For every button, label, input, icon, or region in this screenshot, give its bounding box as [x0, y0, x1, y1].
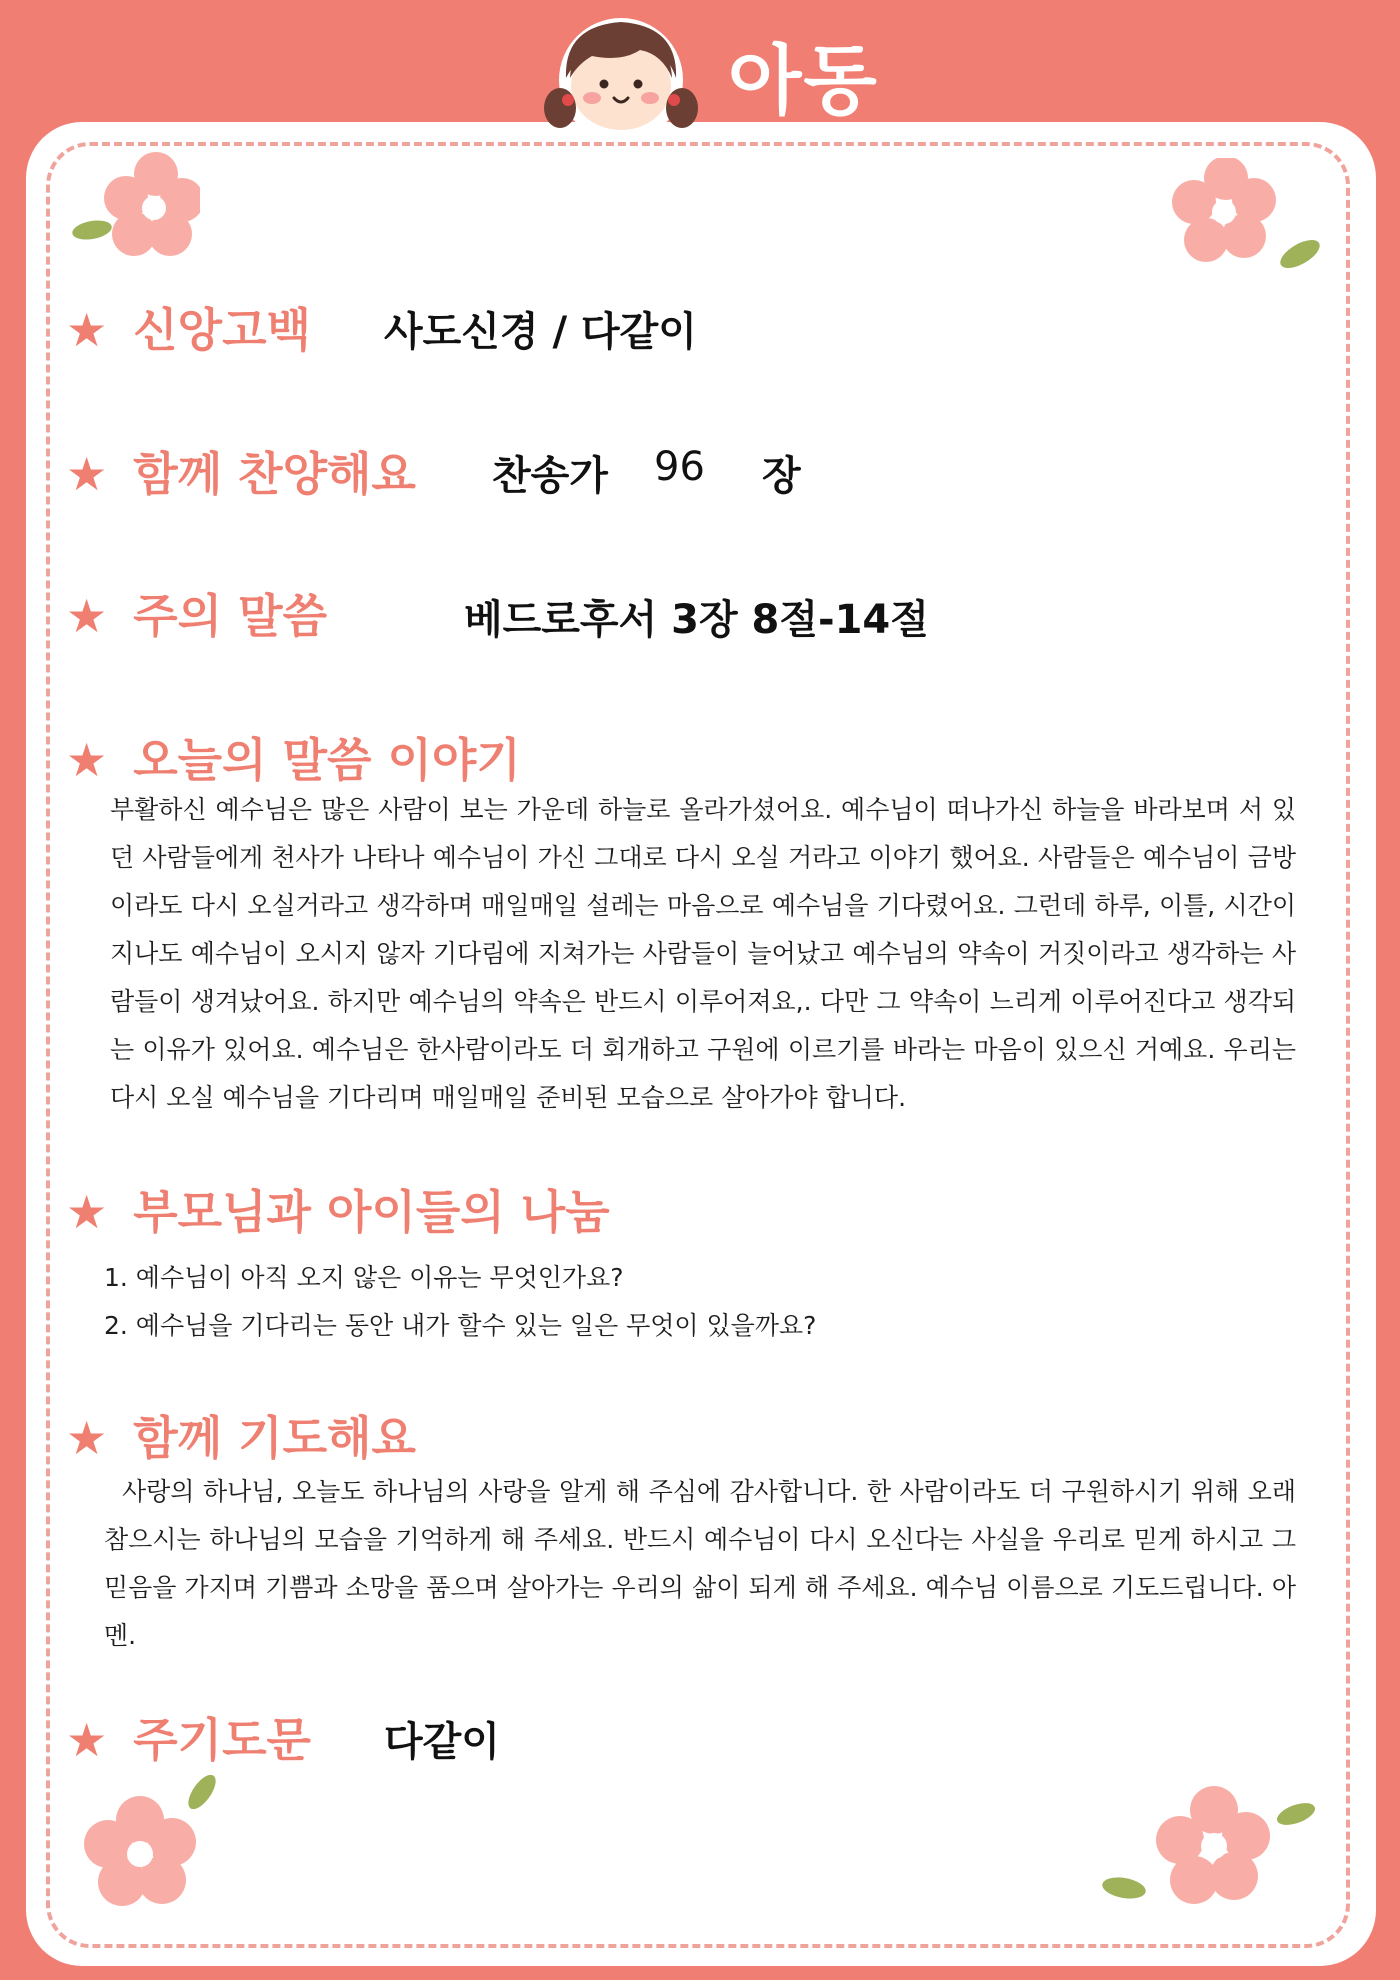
section-sharing-heading	[66, 1176, 610, 1242]
story-heading-label: 오늘의 말씀 이야기	[133, 733, 521, 787]
question-list	[104, 1254, 1104, 1350]
star-icon: ★	[66, 1411, 108, 1465]
star-icon: ★	[66, 1185, 108, 1239]
star-icon: ★	[66, 447, 108, 501]
creed-heading-label: 신앙고백	[133, 303, 311, 357]
star-icon: ★	[66, 589, 108, 643]
flower-icon	[80, 1770, 230, 1920]
flower-icon	[1094, 1780, 1324, 1920]
story-text: 부활하신 예수님은 많은 사람이 보는 가운데 하늘로 올라가셨어요. 예수님이 떠나가신 하늘을 바라보며 서 있던 사람들에게 천사가 나타나 예수님이 가신 그대로 다시 오실 거라고 이야기 했어요. 사람들은 예수님이 금방이라도 다시 오실거라고 생각하며 매일매일 설레는 마음으로 예수님을 기다렸어요. 그런데 하루, 이틀, 시간이 지나도 예수님이 오시지 않자 기다림에 지쳐가는 사람들이 늘어났고 예수님의 약속이 거짓이라고 생각하는 사람들이 생겨났어요. 하지만 예수님의 약속은 반드시 이루어져요,. 다만 그 약속이 느리게 이루어진다고 생각되는 이유가 있어요. 예수님은 한사람이라도 더 회개하고 구원에 이르기를 바라는 마음이 있으신 거예요. 우리는 다시 오실 예수님을 기다리며 매일매일 준비된 모습으로 살아가야 합니다.	[110, 795, 1296, 1112]
girl-mascot-icon	[530, 4, 712, 142]
page-title: 아동	[728, 36, 879, 125]
star-icon: ★	[66, 733, 108, 787]
star-icon: ★	[66, 303, 108, 357]
section-creed-heading	[66, 294, 311, 360]
lords-prayer-heading-label: 주기도문	[133, 1713, 311, 1767]
section-prayer-heading	[66, 1402, 416, 1468]
list-item: 1. 예수님이 아직 오지 않은 이유는 무엇인가요?	[104, 1263, 624, 1292]
section-scripture-heading	[66, 580, 327, 646]
scripture-heading-label: 주의 말씀	[133, 589, 328, 643]
section-story-heading	[66, 724, 521, 790]
creed-value: 사도신경 / 다같이	[384, 309, 697, 355]
hymn-number: 96	[654, 444, 705, 490]
hymn-unit: 장	[762, 453, 801, 499]
flower-icon	[1168, 158, 1326, 274]
flower-icon	[70, 152, 200, 264]
praise-heading-label: 함께 찬양해요	[133, 447, 416, 501]
lords-prayer-value: 다같이	[384, 1719, 500, 1765]
star-icon: ★	[66, 1713, 108, 1767]
section-praise-heading	[66, 438, 416, 504]
prayer-heading-label: 함께 기도해요	[133, 1411, 416, 1465]
list-item: 2. 예수님을 기다리는 동안 내가 할수 있는 일은 무엇이 있을까요?	[104, 1311, 817, 1340]
sharing-heading-label: 부모님과 아이들의 나눔	[133, 1185, 610, 1239]
section-lords-prayer-heading	[66, 1704, 311, 1770]
scripture-reference: 베드로후서 3장 8절-14절	[464, 597, 929, 643]
hymnal-label: 찬송가	[492, 453, 608, 499]
prayer-text: 사랑의 하나님, 오늘도 하나님의 사랑을 알게 해 주심에 감사합니다. 한 사람이라도 더 구원하시기 위해 오래 참으시는 하나님의 모습을 기억하게 해 주세요. 반드시 예수님이 다시 오신다는 사실을 우리로 믿게 하시고 그 믿음을 가지며 기쁨과 소망을 품으며 살아가는 우리의 삶이 되게 해 주세요. 예수님 이름으로 기도드립니다. 아멘.	[104, 1477, 1296, 1650]
